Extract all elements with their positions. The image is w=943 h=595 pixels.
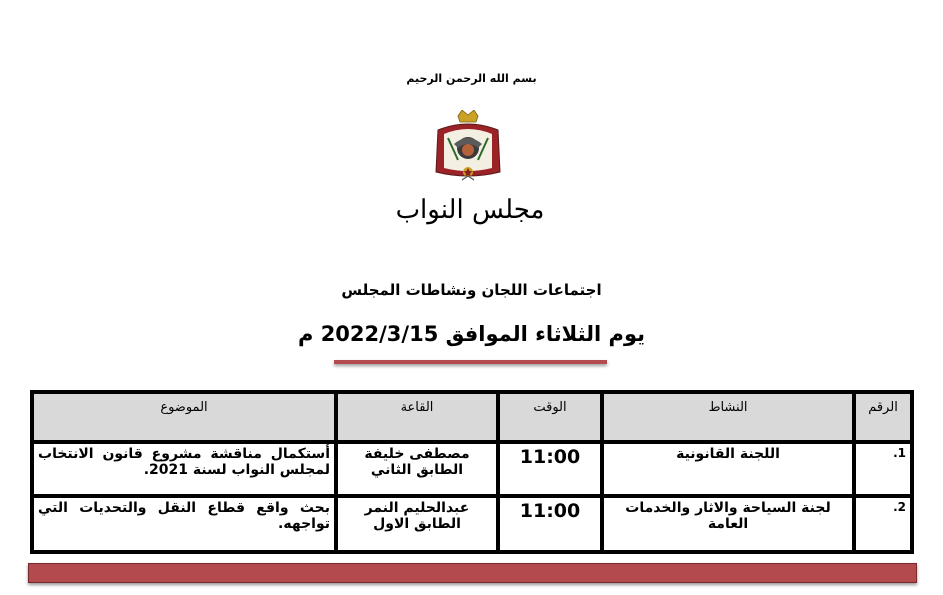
header-activity: النشاط — [602, 392, 854, 442]
header-time: الوقت — [498, 392, 602, 442]
title-underline-bar — [334, 360, 607, 364]
table-header-row — [32, 392, 912, 442]
row-topic: أستكمال مناقشة مشروع قانون الانتخاب لمجلس النواب لسنة 2021. — [32, 442, 336, 496]
row-time: 11:00 — [498, 442, 602, 496]
page-title: اجتماعات اللجان ونشاطات المجلس — [341, 281, 602, 299]
row-activity: لجنة السياحة والاثار والخدمات العامة — [602, 496, 854, 552]
row-number: 2. — [854, 496, 912, 552]
schedule-table — [30, 390, 914, 554]
table-row — [32, 496, 912, 552]
parliament-logo-text: مجلس النواب — [395, 195, 545, 225]
header-hall: القاعة — [336, 392, 498, 442]
header-topic: الموضوع — [32, 392, 336, 442]
jordan-coat-of-arms-emblem — [428, 110, 508, 190]
hall-name: عبدالحليم النمر — [364, 500, 470, 516]
row-hall — [336, 442, 498, 496]
date-heading: يوم الثلاثاء الموافق 2022/3/15 م — [297, 322, 646, 346]
basmala-text: بسم الله الرحمن الرحيم — [406, 72, 537, 85]
footer-decorative-bar — [28, 563, 917, 583]
hall-floor: الطابق الثاني — [370, 462, 464, 478]
row-number: 1. — [854, 442, 912, 496]
table-row — [32, 442, 912, 496]
header-number: الرقم — [854, 392, 912, 442]
hall-floor: الطابق الاول — [373, 516, 461, 532]
hall-name: مصطفى خليفة — [364, 446, 470, 462]
row-hall — [336, 496, 498, 552]
row-activity: اللجنة القانونية — [602, 442, 854, 496]
row-topic: بحث واقع قطاع النقل والتحديات التي تواجهه. — [32, 496, 336, 552]
row-time: 11:00 — [498, 496, 602, 552]
